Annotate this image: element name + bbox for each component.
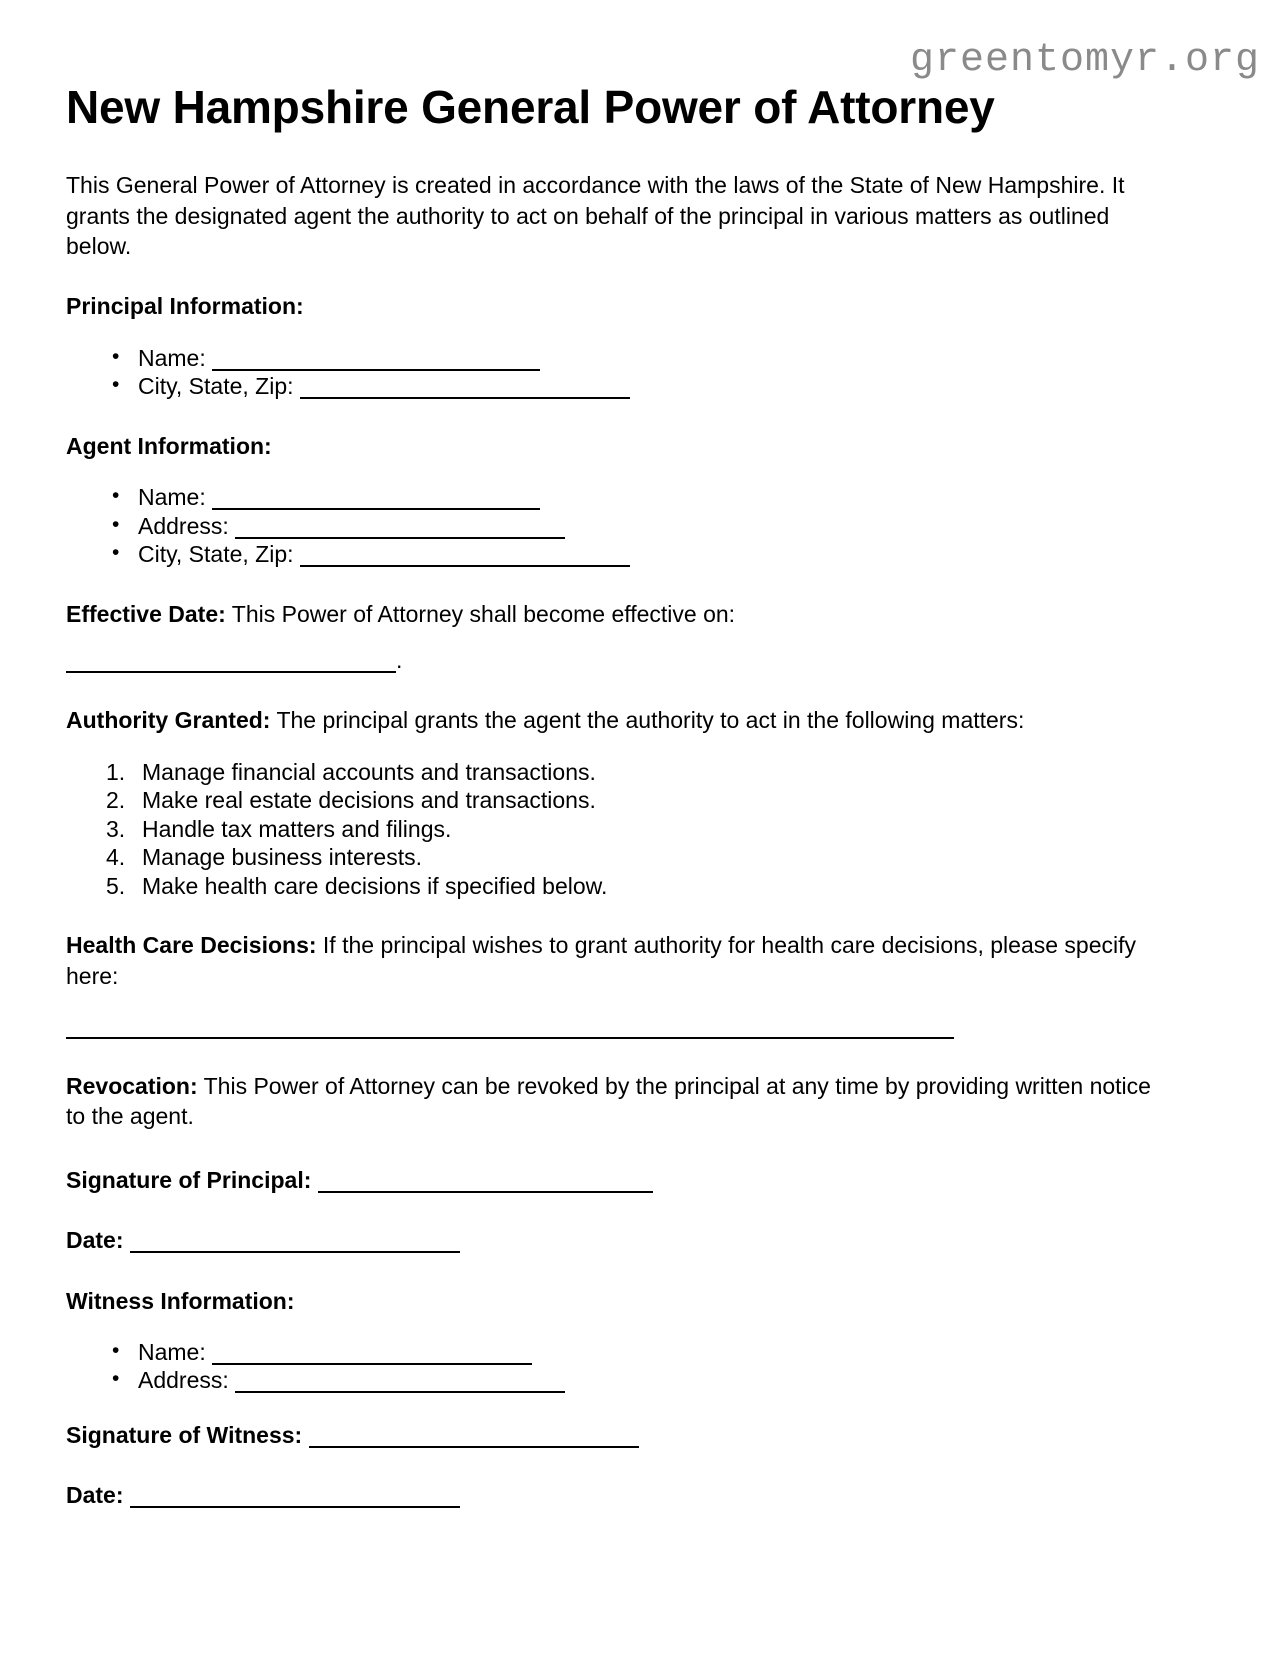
principal-fields-list <box>66 344 1170 401</box>
principal-name-blank[interactable] <box>212 369 540 371</box>
list-item <box>138 1366 1170 1395</box>
witness-date-blank[interactable] <box>130 1506 460 1508</box>
spacer <box>66 401 1170 431</box>
spacer <box>66 1316 1170 1338</box>
spacer <box>66 1039 1170 1071</box>
spacer <box>66 322 1170 344</box>
list-item <box>138 1338 1170 1367</box>
agent-citystatezip-blank[interactable] <box>300 565 630 567</box>
health-care-paragraph <box>66 930 1170 991</box>
spacer <box>66 461 1170 483</box>
spacer <box>66 991 1170 1037</box>
agent-citystatezip-label: City, State, Zip: <box>138 541 294 568</box>
spacer <box>66 261 1170 291</box>
document-body <box>66 0 1170 1511</box>
list-item: Handle tax matters and filings. <box>142 815 452 842</box>
witness-fields-list <box>66 1338 1170 1395</box>
revocation-paragraph <box>66 1071 1170 1132</box>
agent-address-blank[interactable] <box>235 537 565 539</box>
witness-name-blank[interactable] <box>212 1363 532 1365</box>
agent-name-label: Name: <box>138 484 206 511</box>
agent-fields-list <box>66 483 1170 569</box>
principal-information-heading: Principal Information: <box>66 293 304 320</box>
principal-citystatezip-blank[interactable] <box>300 397 630 399</box>
witness-date-label: Date: <box>66 1481 124 1508</box>
principal-date-label: Date: <box>66 1226 124 1253</box>
list-item <box>138 512 1170 541</box>
spacer <box>66 569 1170 599</box>
page-title: New Hampshire General Power of Attorney <box>66 81 995 133</box>
spacer <box>66 629 1170 645</box>
principal-date-line <box>66 1226 1170 1256</box>
principal-signature-blank[interactable] <box>318 1191 653 1193</box>
witness-address-label: Address: <box>138 1367 229 1394</box>
list-item <box>138 372 1170 401</box>
authority-granted-lead: Authority Granted: <box>66 707 271 734</box>
list-item <box>138 344 1170 373</box>
witness-signature-label: Signature of Witness: <box>66 1421 303 1448</box>
principal-citystatezip-label: City, State, Zip: <box>138 373 294 400</box>
spacer <box>66 1256 1170 1286</box>
list-item: Manage business interests. <box>142 844 422 871</box>
intro-paragraph: This General Power of Attorney is created in accordance with the laws of the State of New Hampshire. It grants the designated agent the authority to act on behalf of the principal in various matters as outlined below. <box>66 172 1125 259</box>
list-item <box>138 483 1170 512</box>
principal-signature-label: Signature of Principal: <box>66 1166 312 1193</box>
list-item: Make health care decisions if specified below. <box>142 872 608 899</box>
agent-address-label: Address: <box>138 512 229 539</box>
spacer <box>66 1451 1170 1481</box>
revocation-text: This Power of Attorney can be revoked by the principal at any time by providing written notice to the agent. <box>66 1073 1151 1130</box>
agent-name-blank[interactable] <box>212 508 540 510</box>
spacer <box>66 675 1170 705</box>
spacer <box>66 1395 1170 1421</box>
effective-date-blank[interactable] <box>66 671 396 673</box>
health-care-lead: Health Care Decisions: <box>66 932 317 959</box>
list-item <box>138 540 1170 569</box>
witness-information-heading: Witness Information: <box>66 1287 295 1314</box>
principal-date-blank[interactable] <box>130 1251 460 1253</box>
witness-signature-blank[interactable] <box>309 1446 639 1448</box>
spacer <box>66 736 1170 758</box>
witness-date-line <box>66 1481 1170 1511</box>
authority-granted-paragraph <box>66 705 1170 735</box>
spacer <box>66 1132 1170 1166</box>
witness-address-blank[interactable] <box>235 1391 565 1393</box>
revocation-lead: Revocation: <box>66 1073 198 1100</box>
authority-granted-text: The principal grants the agent the authority to act in the following matters: <box>276 707 1025 734</box>
health-care-text: If the principal wishes to grant authority for health care decisions, please specify here: <box>66 932 1137 989</box>
witness-signature-line <box>66 1421 1170 1451</box>
principal-name-label: Name: <box>138 344 206 371</box>
spacer <box>66 900 1170 930</box>
witness-name-label: Name: <box>138 1338 206 1365</box>
site-watermark: greentomyr.org <box>909 38 1260 83</box>
effective-date-paragraph <box>66 599 1170 629</box>
effective-date-lead: Effective Date: <box>66 600 226 627</box>
spacer <box>66 1196 1170 1226</box>
effective-date-blank-line <box>66 645 1170 675</box>
authority-items-list <box>66 758 1170 901</box>
effective-date-text: This Power of Attorney shall become effective on: <box>231 600 736 627</box>
list-item: Make real estate decisions and transactions. <box>142 787 596 814</box>
effective-date-period: . <box>396 647 403 673</box>
principal-signature-line <box>66 1166 1170 1196</box>
agent-information-heading: Agent Information: <box>66 432 272 459</box>
spacer <box>66 134 1170 170</box>
list-item: Manage financial accounts and transactions. <box>142 758 596 785</box>
